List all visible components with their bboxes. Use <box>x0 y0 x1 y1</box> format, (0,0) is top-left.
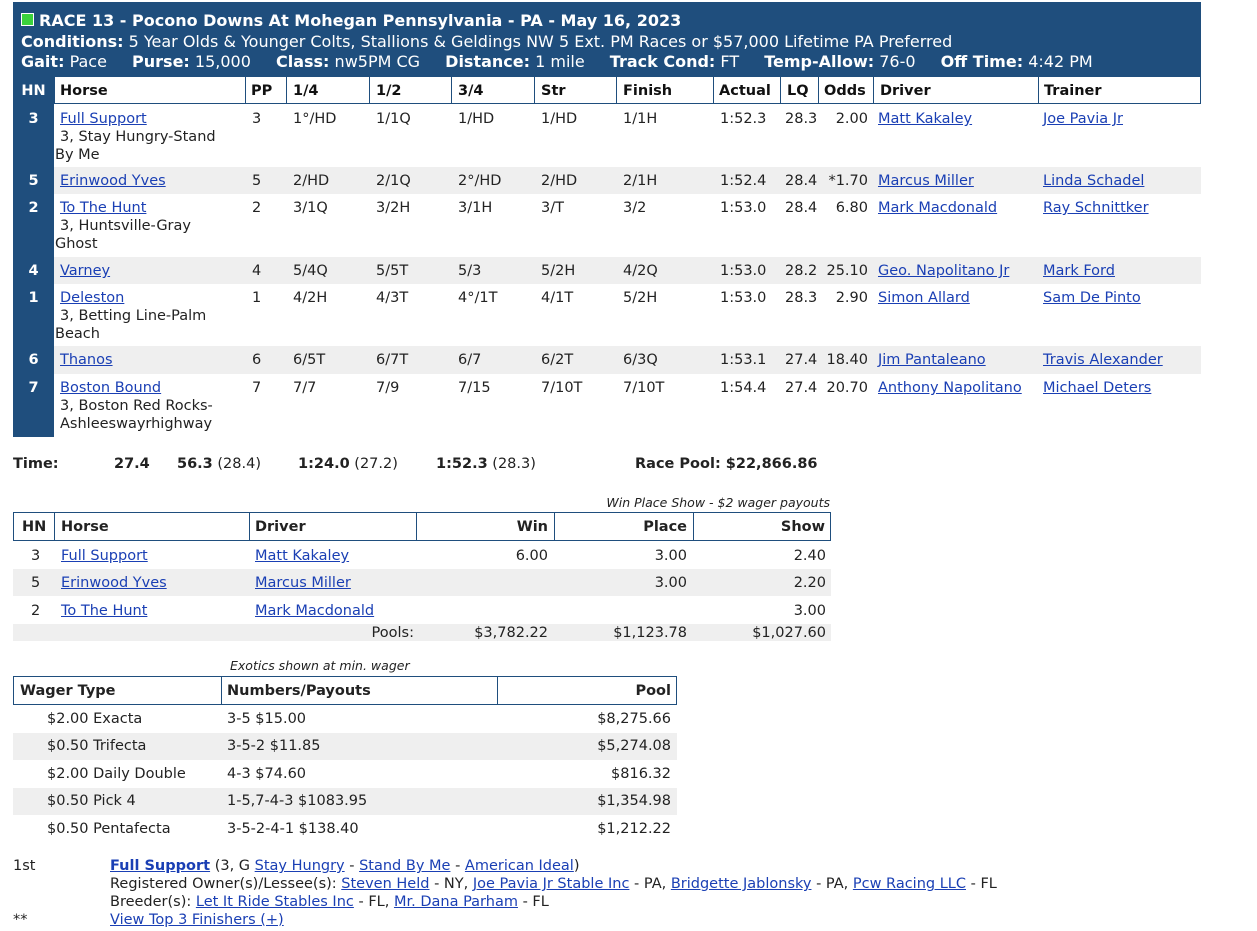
lq-cell: 28.3 <box>785 111 818 127</box>
owner-link[interactable]: Bridgette Jablonsky <box>670 876 812 892</box>
owner-location: - PA, <box>634 876 667 892</box>
driver-link[interactable]: Anthony Napolitano <box>878 380 1022 396</box>
col-header-place: Place <box>643 519 687 535</box>
lq-cell: 28.3 <box>785 290 818 306</box>
breeder-link[interactable]: Let It Ride Stables Inc <box>195 894 354 910</box>
col-header-driver: Driver <box>255 519 306 535</box>
horse-info: Ghost <box>55 236 98 252</box>
col-header-actual: Actual <box>719 83 771 99</box>
win-payout: 6.00 <box>515 548 548 564</box>
finish-cell: 7/10T <box>623 380 665 396</box>
col-header-numbers: Numbers/Payouts <box>227 683 371 699</box>
owners-label: Registered Owner(s)/Lessee(s): <box>110 876 337 892</box>
time-half-split: (28.4) <box>217 456 261 472</box>
lq-cell: 28.4 <box>785 200 818 216</box>
breeder-location: - FL, <box>358 894 390 910</box>
show-payout: 2.40 <box>793 548 826 564</box>
class-label: Class: <box>275 52 330 71</box>
result-row <box>54 104 1201 167</box>
q1-cell: 7/7 <box>293 380 317 396</box>
distance-label: Distance: <box>445 52 531 71</box>
lq-cell: 27.4 <box>785 352 818 368</box>
pp-cell: 1 <box>252 290 262 306</box>
time-three-group <box>298 456 398 472</box>
q3-cell: 6/7 <box>458 352 482 368</box>
str-cell: 7/10T <box>541 380 583 396</box>
pp-cell: 6 <box>252 352 262 368</box>
owner-link[interactable]: Steven Held <box>341 876 430 892</box>
row-hn: 2 <box>28 200 39 216</box>
wager-numbers: 3-5 $15.00 <box>227 711 307 727</box>
time-quarter: 27.4 <box>114 456 150 472</box>
odds-cell: *1.70 <box>828 173 868 189</box>
horse-info: 3, Huntsville-Gray <box>60 218 191 234</box>
odds-cell: 25.10 <box>826 263 868 279</box>
driver-link[interactable]: Simon Allard <box>878 290 970 306</box>
gait-label: Gait: <box>21 52 65 71</box>
race-title: RACE 13 - Pocono Downs At Mohegan Pennsylvania - PA - May 16, 2023 <box>39 11 682 30</box>
result-row <box>54 284 1201 346</box>
race-pool: Race Pool: $22,866.86 <box>635 456 818 472</box>
trainer-link[interactable]: Linda Schadel <box>1043 173 1145 189</box>
q1-cell: 4/2H <box>293 290 328 306</box>
horse-link[interactable]: Erinwood Yves <box>60 173 166 189</box>
finish-cell: 3/2 <box>623 200 647 216</box>
gait-value: Pace <box>69 52 107 71</box>
odds-cell: 2.00 <box>835 111 868 127</box>
q2-cell: 2/1Q <box>376 173 411 189</box>
race-title-row <box>21 11 681 30</box>
temp-allow-value: 76-0 <box>879 52 916 71</box>
col-header-q2: 1/2 <box>376 83 402 99</box>
finish-cell: 5/2H <box>623 290 658 306</box>
trainer-link[interactable]: Ray Schnittker <box>1043 200 1149 216</box>
wager-numbers: 1-5,7-4-3 $1083.95 <box>227 793 368 809</box>
breeder-location: - FL <box>522 894 549 910</box>
owner-link[interactable]: Pcw Racing LLC <box>852 876 966 892</box>
finish-place: 1st <box>13 858 36 874</box>
col-header-win: Win <box>516 519 548 535</box>
win-pool: $3,782.22 <box>474 625 548 641</box>
actual-cell: 1:53.0 <box>720 263 767 279</box>
time-half-group <box>177 456 261 472</box>
payout-driver-link[interactable]: Mark Macdonald <box>255 603 375 619</box>
time-final-split: (28.3) <box>492 456 536 472</box>
lq-cell: 28.2 <box>785 263 818 279</box>
actual-cell: 1:52.3 <box>720 111 767 127</box>
q1-cell: 2/HD <box>293 173 330 189</box>
horse-link[interactable]: Thanos <box>60 352 113 368</box>
place-pool: $1,123.78 <box>613 625 687 641</box>
pp-cell: 3 <box>252 111 262 127</box>
driver-link[interactable]: Mark Macdonald <box>878 200 998 216</box>
row-hn: 3 <box>28 111 39 127</box>
off-time-value: 4:42 PM <box>1028 52 1093 71</box>
payout-horse-link[interactable]: Full Support <box>61 548 148 564</box>
q3-cell: 3/1H <box>458 200 493 216</box>
result-row <box>54 167 1201 194</box>
col-header-pp: PP <box>251 83 273 99</box>
str-cell: 4/1T <box>541 290 574 306</box>
pp-cell: 2 <box>252 200 262 216</box>
payout-hn: 5 <box>31 575 41 591</box>
result-row <box>54 194 1201 257</box>
odds-cell: 18.40 <box>826 352 868 368</box>
payout-driver-link[interactable]: Marcus Miller <box>255 575 351 591</box>
breeders-line <box>110 894 549 910</box>
wager-pool: $5,274.08 <box>597 738 671 754</box>
row-hn: 5 <box>28 173 39 189</box>
col-header-trainer: Trainer <box>1044 83 1102 99</box>
wager-type: $0.50 Pick 4 <box>47 793 136 809</box>
col-header-finish: Finish <box>623 83 673 99</box>
result-row <box>54 346 1201 374</box>
trainer-link[interactable]: Travis Alexander <box>1043 352 1163 368</box>
hn-column <box>13 76 54 437</box>
col-header-q1: 1/4 <box>293 83 319 99</box>
stars-marker: ** <box>13 912 28 928</box>
col-header-hn: HN <box>21 83 46 99</box>
q2-cell: 3/2H <box>376 200 411 216</box>
col-header-hn: HN <box>22 519 47 535</box>
conditions-row <box>21 32 952 51</box>
horse-info: By Me <box>55 147 100 163</box>
actual-cell: 1:53.1 <box>720 352 767 368</box>
horse-link[interactable]: Deleston <box>60 290 125 306</box>
q2-cell: 4/3T <box>376 290 409 306</box>
actual-cell: 1:53.0 <box>720 290 767 306</box>
results-header <box>54 76 1201 104</box>
finish-cell: 1/1H <box>623 111 658 127</box>
actual-cell: 1:53.0 <box>720 200 767 216</box>
pedigree-separator: - <box>455 858 461 874</box>
str-cell: 1/HD <box>541 111 578 127</box>
breeder-link[interactable]: Mr. Dana Parham <box>393 894 518 910</box>
time-three-quarter: 1:24.0 <box>298 456 350 472</box>
track-cond-value: FT <box>720 52 740 71</box>
q1-cell: 5/4Q <box>293 263 328 279</box>
col-header-pool: Pool <box>635 683 671 699</box>
owner-link[interactable]: Joe Pavia Jr Stable Inc <box>472 876 630 892</box>
col-header-wager-type: Wager Type <box>20 683 116 699</box>
off-time-label: Off Time: <box>940 52 1024 71</box>
col-header-driver: Driver <box>880 83 931 99</box>
place-payout: 3.00 <box>654 575 687 591</box>
row-hn: 4 <box>28 263 39 279</box>
winner-line <box>110 858 580 874</box>
trainer-link[interactable]: Mark Ford <box>1043 263 1115 279</box>
wager-type: $0.50 Trifecta <box>47 738 147 754</box>
q3-cell: 4°/1T <box>458 290 498 306</box>
sire-link[interactable]: Stay Hungry <box>254 858 345 874</box>
result-row <box>54 257 1201 284</box>
trainer-link[interactable]: Michael Deters <box>1043 380 1152 396</box>
class-value: nw5PM CG <box>334 52 421 71</box>
driver-link[interactable]: Jim Pantaleano <box>878 352 986 368</box>
pp-cell: 5 <box>252 173 262 189</box>
wager-pool: $1,354.98 <box>597 793 671 809</box>
driver-link[interactable]: Marcus Miller <box>878 173 974 189</box>
horse-info: 3, Boston Red Rocks- <box>60 398 213 414</box>
q2-cell: 6/7T <box>376 352 409 368</box>
purse-value: 15,000 <box>194 52 251 71</box>
owner-location: - FL <box>970 876 997 892</box>
time-three-split: (27.2) <box>354 456 398 472</box>
dam-link[interactable]: Stand By Me <box>359 858 451 874</box>
pools-label: Pools: <box>371 625 414 641</box>
row-hn: 6 <box>28 352 39 368</box>
purse-label: Purse: <box>132 52 190 71</box>
horse-info: Beach <box>55 326 100 342</box>
time-label: Time: <box>13 456 59 472</box>
q2-cell: 7/9 <box>376 380 400 396</box>
exotics-note: Exotics shown at min. wager <box>230 658 410 673</box>
wager-type: $2.00 Daily Double <box>47 766 186 782</box>
q1-cell: 1°/HD <box>293 111 337 127</box>
wager-type: $2.00 Exacta <box>47 711 143 727</box>
time-final-group <box>436 456 536 472</box>
col-header-odds: Odds <box>824 83 866 99</box>
q2-cell: 5/5T <box>376 263 409 279</box>
wager-numbers: 3-5-2 $11.85 <box>227 738 321 754</box>
wager-pool: $1,212.22 <box>597 821 671 837</box>
show-pool: $1,027.60 <box>752 625 826 641</box>
odds-cell: 20.70 <box>826 380 868 396</box>
finish-cell: 6/3Q <box>623 352 658 368</box>
payouts-note: Win Place Show - $2 wager payouts <box>606 495 830 510</box>
wager-type: $0.50 Pentafecta <box>47 821 171 837</box>
conditions-label: Conditions: <box>21 32 124 51</box>
owners-line <box>110 876 997 892</box>
show-payout: 2.20 <box>793 575 826 591</box>
q1-cell: 3/1Q <box>293 200 328 216</box>
row-hn: 7 <box>28 380 39 396</box>
track-cond-label: Track Cond: <box>609 52 716 71</box>
q3-cell: 2°/HD <box>458 173 502 189</box>
horse-link[interactable]: To The Hunt <box>60 200 147 216</box>
horse-link[interactable]: Varney <box>60 263 111 279</box>
q3-cell: 7/15 <box>458 380 491 396</box>
horse-info: 3, Betting Line-Palm <box>60 308 207 324</box>
payout-hn: 3 <box>31 548 41 564</box>
str-cell: 5/2H <box>541 263 576 279</box>
result-row <box>54 374 1201 437</box>
time-half: 56.3 <box>177 456 213 472</box>
wager-pool: $8,275.66 <box>597 711 671 727</box>
distance-value: 1 mile <box>535 52 585 71</box>
actual-cell: 1:54.4 <box>720 380 767 396</box>
row-hn: 1 <box>28 290 39 306</box>
finish-cell: 4/2Q <box>623 263 658 279</box>
horse-info: Ashleeswayrhighway <box>60 416 213 432</box>
q3-cell: 1/HD <box>458 111 495 127</box>
horse-info: 3, Stay Hungry-Stand <box>60 129 216 145</box>
col-header-q3: 3/4 <box>458 83 484 99</box>
lq-cell: 27.4 <box>785 380 818 396</box>
driver-link[interactable]: Geo. Napolitano Jr <box>878 263 1010 279</box>
col-header-show: Show <box>780 519 825 535</box>
conditions-value: 5 Year Olds & Younger Colts, Stallions & Geldings NW 5 Ext. PM Races or $57,000 Lifetime PA Preferred <box>128 32 953 51</box>
wager-pool: $816.32 <box>611 766 671 782</box>
payout-horse-link[interactable]: Erinwood Yves <box>61 575 167 591</box>
finish-cell: 2/1H <box>623 173 658 189</box>
horse-link[interactable]: Boston Bound <box>60 380 162 396</box>
owner-location: - PA, <box>816 876 849 892</box>
race-header <box>13 2 1201 76</box>
winner-age-sex: (3, G <box>214 858 251 874</box>
payout-horse-link[interactable]: To The Hunt <box>61 603 148 619</box>
race-details-row <box>21 52 1113 71</box>
pp-cell: 4 <box>252 263 262 279</box>
col-header-horse: Horse <box>61 519 109 535</box>
pedigree-separator: - <box>349 858 355 874</box>
q2-cell: 1/1Q <box>376 111 411 127</box>
trainer-link[interactable]: Joe Pavia Jr <box>1043 111 1123 127</box>
lq-cell: 28.4 <box>785 173 818 189</box>
pp-cell: 7 <box>252 380 262 396</box>
odds-cell: 2.90 <box>835 290 868 306</box>
winner-horse-link[interactable]: Full Support <box>110 858 211 874</box>
green-square-icon <box>21 13 34 26</box>
payout-driver-link[interactable]: Matt Kakaley <box>255 548 350 564</box>
col-header-str: Str <box>541 83 566 99</box>
place-payout: 3.00 <box>654 548 687 564</box>
view-top3-link[interactable]: View Top 3 Finishers (+) <box>110 912 284 928</box>
pedigree-close: ) <box>573 858 580 874</box>
q3-cell: 5/3 <box>458 263 482 279</box>
temp-allow-label: Temp-Allow: <box>764 52 875 71</box>
time-final: 1:52.3 <box>436 456 488 472</box>
show-payout: 3.00 <box>793 603 826 619</box>
q1-cell: 6/5T <box>293 352 326 368</box>
driver-link[interactable]: Matt Kakaley <box>878 111 973 127</box>
payouts-header <box>13 512 831 541</box>
trainer-link[interactable]: Sam De Pinto <box>1043 290 1141 306</box>
col-header-lq: LQ <box>787 83 809 99</box>
str-cell: 2/HD <box>541 173 578 189</box>
damsire-link[interactable]: American Ideal <box>464 858 574 874</box>
actual-cell: 1:52.4 <box>720 173 767 189</box>
wager-numbers: 3-5-2-4-1 $138.40 <box>227 821 359 837</box>
breeders-label: Breeder(s): <box>110 894 192 910</box>
str-cell: 3/T <box>541 200 564 216</box>
odds-cell: 6.80 <box>835 200 868 216</box>
payout-hn: 2 <box>31 603 41 619</box>
wager-numbers: 4-3 $74.60 <box>227 766 307 782</box>
str-cell: 6/2T <box>541 352 574 368</box>
col-header-horse: Horse <box>60 83 108 99</box>
horse-link[interactable]: Full Support <box>60 111 147 127</box>
owner-location: - NY, <box>434 876 469 892</box>
exotics-header <box>13 676 677 705</box>
